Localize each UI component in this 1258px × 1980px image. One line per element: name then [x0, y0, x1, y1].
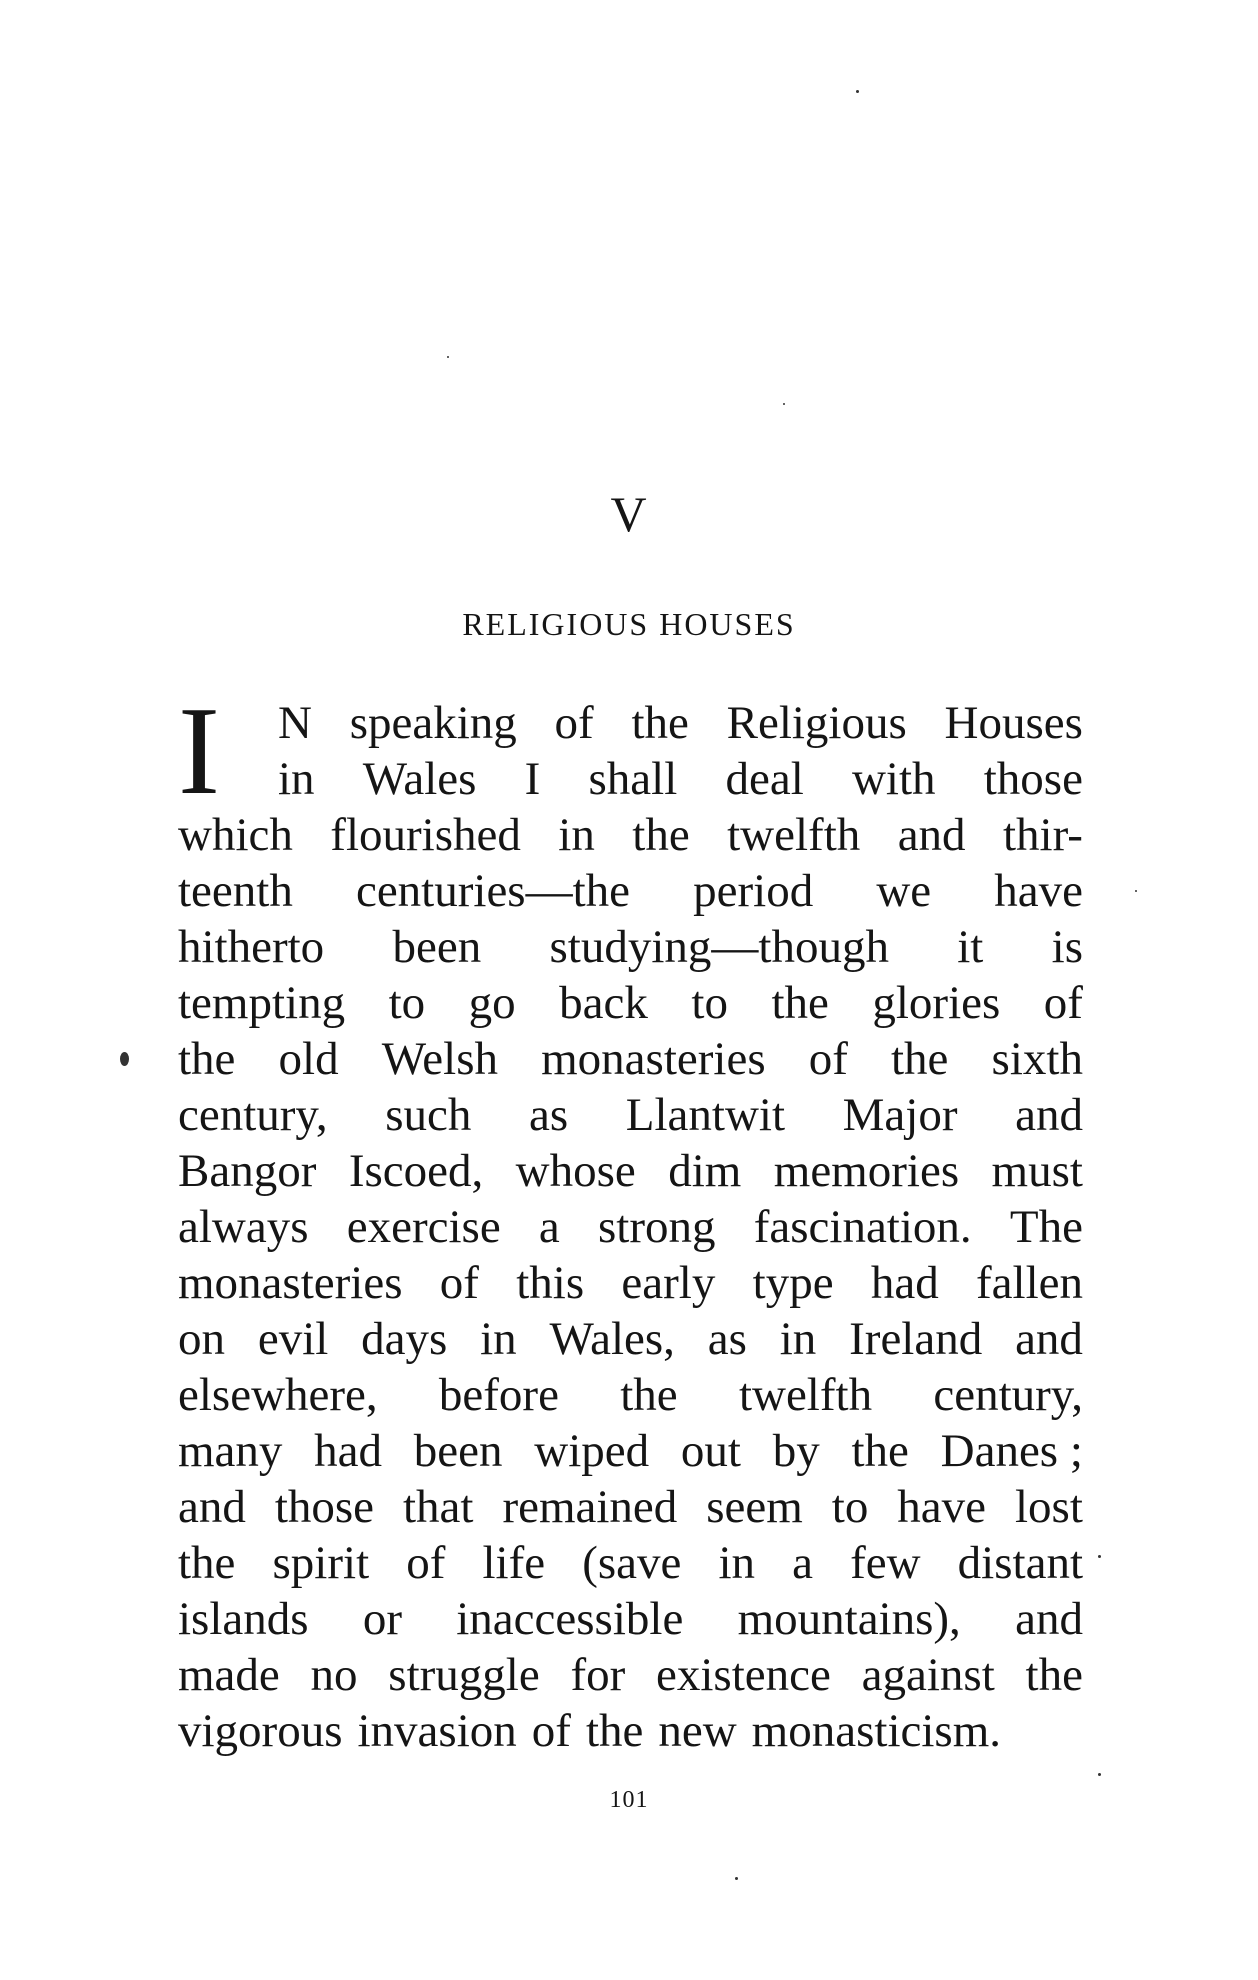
scan-speck	[735, 1877, 738, 1880]
word: before	[438, 1369, 559, 1421]
word: and	[178, 1481, 246, 1533]
word: spirit	[272, 1537, 370, 1589]
word: Religious	[726, 697, 907, 749]
word: many	[178, 1425, 283, 1477]
word: and	[1015, 1593, 1083, 1645]
text-line	[178, 1255, 1083, 1311]
word: the	[178, 1537, 236, 1589]
word: in	[718, 1537, 756, 1589]
word: or	[362, 1593, 402, 1645]
text-line	[178, 1535, 1083, 1591]
scan-speck	[856, 90, 859, 93]
word: memories	[773, 1145, 960, 1197]
word: of	[1043, 977, 1083, 1029]
word: days	[361, 1313, 448, 1365]
text-line	[178, 751, 1083, 807]
word: out	[680, 1425, 741, 1477]
word: flourished	[330, 809, 521, 861]
word: which	[178, 809, 293, 861]
word: Iscoed,	[348, 1145, 484, 1197]
text-line	[178, 1199, 1083, 1255]
word: on	[178, 1313, 225, 1365]
word: fascination.	[753, 1201, 972, 1253]
word: by	[772, 1425, 820, 1477]
word: is	[1051, 921, 1083, 973]
scan-speck	[1135, 890, 1137, 892]
word: had	[314, 1425, 383, 1477]
text-line	[178, 807, 1083, 863]
word: as	[707, 1313, 747, 1365]
word: have	[994, 865, 1083, 917]
word: in	[558, 809, 595, 861]
chapter-number: V	[610, 486, 648, 542]
word: no	[310, 1649, 358, 1701]
word: teenth	[178, 865, 293, 917]
word: (save	[582, 1537, 682, 1589]
word: century,	[178, 1089, 328, 1141]
word: the	[1025, 1649, 1083, 1701]
word: with	[851, 753, 936, 805]
word: go	[468, 977, 516, 1029]
word: and	[1015, 1313, 1083, 1365]
word: dim	[668, 1145, 742, 1197]
word: back	[559, 977, 648, 1029]
word: to	[831, 1481, 869, 1533]
scan-speck	[1098, 1555, 1101, 1558]
word: been	[392, 921, 482, 973]
word: fallen	[976, 1257, 1083, 1309]
word: of	[554, 697, 594, 749]
word: speaking	[349, 697, 517, 749]
word: made	[178, 1649, 280, 1701]
word: distant	[957, 1537, 1083, 1589]
text-line	[178, 1031, 1083, 1087]
word: islands	[178, 1593, 309, 1645]
word: Major	[842, 1089, 958, 1141]
word: studying—though	[549, 921, 889, 973]
word: elsewhere,	[178, 1369, 378, 1421]
word: new	[658, 1705, 737, 1757]
word: thir-	[1002, 809, 1083, 861]
word: and	[1015, 1089, 1083, 1141]
word: Llantwit	[625, 1089, 786, 1141]
word: Houses	[944, 697, 1083, 749]
word: existence	[656, 1649, 831, 1701]
word: a	[538, 1201, 560, 1253]
word: the	[178, 1033, 236, 1085]
word: twelfth	[738, 1369, 873, 1421]
word: sixth	[991, 1033, 1083, 1085]
word: type	[752, 1257, 834, 1309]
word: the	[631, 697, 689, 749]
word: century,	[933, 1369, 1083, 1421]
word: strong	[598, 1201, 716, 1253]
drop-cap-initial: I	[178, 682, 220, 821]
word: those	[983, 753, 1083, 805]
word: glories	[872, 977, 1001, 1029]
word: monasteries	[178, 1257, 403, 1309]
text-line	[178, 1479, 1083, 1535]
word: the	[771, 977, 829, 1029]
word: in	[278, 753, 315, 805]
word: tempting	[178, 977, 346, 1029]
text-line	[178, 1423, 1083, 1479]
word: early	[621, 1257, 716, 1309]
scan-speck	[447, 356, 449, 358]
text-line	[178, 1143, 1083, 1199]
word: that	[403, 1481, 474, 1533]
word: such	[385, 1089, 472, 1141]
word: exercise	[346, 1201, 501, 1253]
word: mountains),	[737, 1593, 961, 1645]
text-line	[178, 1367, 1083, 1423]
word: the	[632, 809, 690, 861]
word: life	[482, 1537, 546, 1589]
text-line	[178, 1087, 1083, 1143]
word: as	[529, 1089, 569, 1141]
word: period	[693, 865, 814, 917]
word: seem	[706, 1481, 803, 1533]
word: of	[808, 1033, 848, 1085]
text-line	[178, 1647, 1083, 1703]
word: invasion	[357, 1705, 517, 1757]
word: must	[991, 1145, 1083, 1197]
page-number: 101	[609, 1787, 649, 1813]
word: Bangor	[178, 1145, 317, 1197]
word: a	[792, 1537, 814, 1589]
word: struggle	[388, 1649, 540, 1701]
word: for	[570, 1649, 626, 1701]
word: monasticism.	[751, 1705, 1002, 1757]
word: of	[439, 1257, 479, 1309]
word: Wales,	[549, 1313, 675, 1365]
chapter-title: RELIGIOUS HOUSES	[462, 606, 796, 642]
word: centuries—the	[355, 865, 631, 917]
scan-speck	[783, 403, 785, 405]
word: to	[388, 977, 426, 1029]
word: lost	[1014, 1481, 1083, 1533]
word: wiped	[534, 1425, 650, 1477]
word: always	[178, 1201, 309, 1253]
word: and	[897, 809, 966, 861]
word: those	[274, 1481, 375, 1533]
word: Wales	[362, 753, 477, 805]
text-line	[178, 975, 1083, 1031]
word: Ireland	[849, 1313, 983, 1365]
word: twelfth	[727, 809, 861, 861]
word: have	[897, 1481, 987, 1533]
word: this	[516, 1257, 585, 1309]
word: the	[585, 1705, 644, 1757]
word: had	[870, 1257, 939, 1309]
word: to	[691, 977, 728, 1029]
word: against	[861, 1649, 995, 1701]
word: remained	[502, 1481, 678, 1533]
scan-speck	[120, 1052, 129, 1066]
word: I	[524, 753, 541, 805]
text-line	[178, 1703, 1083, 1759]
word: of	[531, 1705, 571, 1757]
word: evil	[257, 1313, 329, 1365]
word: Danes ;	[940, 1425, 1083, 1477]
word: inaccessible	[456, 1593, 684, 1645]
word: the	[891, 1033, 949, 1085]
word: The	[1009, 1201, 1083, 1253]
word: deal	[725, 753, 804, 805]
text-line	[178, 919, 1083, 975]
word: in	[480, 1313, 517, 1365]
word: been	[413, 1425, 503, 1477]
chapter-body-text	[178, 682, 1083, 1759]
word: it	[957, 921, 984, 973]
word: in	[779, 1313, 817, 1365]
word: of	[406, 1537, 446, 1589]
word: few	[850, 1537, 921, 1589]
word: the	[851, 1425, 909, 1477]
word: Welsh	[381, 1033, 499, 1085]
text-line	[178, 1311, 1083, 1367]
word: whose	[515, 1145, 636, 1197]
scan-speck	[1098, 1773, 1101, 1776]
word: hitherto	[178, 921, 325, 973]
text-line	[178, 863, 1083, 919]
word: old	[278, 1033, 339, 1085]
word: N	[278, 697, 312, 749]
word: vigorous	[178, 1705, 343, 1757]
text-line	[178, 695, 1083, 751]
word: we	[876, 865, 932, 917]
word: the	[620, 1369, 678, 1421]
word: shall	[588, 753, 678, 805]
text-line	[178, 1591, 1083, 1647]
word: monasteries	[541, 1033, 766, 1085]
